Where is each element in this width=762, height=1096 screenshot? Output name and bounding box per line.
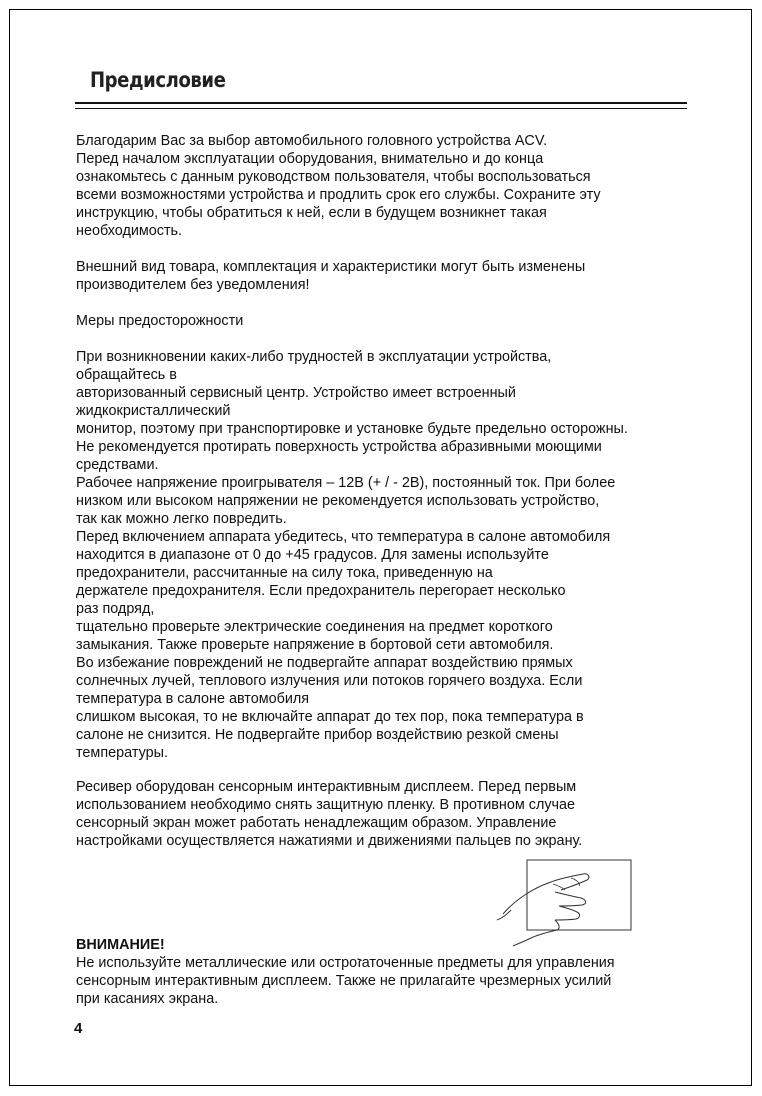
text-line: солнечных лучей, теплового излучения или потоков горячего воздуха. Если [76,673,583,689]
text-line: При возникновении каких-либо трудностей в эксплуатации устройства, [76,349,552,365]
text-line: замыкания. Также проверьте напряжение в бортовой сети автомобиля. [76,637,554,653]
text-line: так как можно легко повредить. [76,511,287,527]
text-line: производителем без уведомления! [76,277,310,293]
text-line: необходимость. [76,223,183,239]
text-line: ознакомьтесь с данным руководством пользователя, чтобы воспользоваться [76,169,591,185]
text-line: Во избежание повреждений не подвергайте аппарат воздействию прямых [76,655,573,671]
text-line: при касаниях экрана. [76,991,219,1007]
precautions-paragraph [76,348,696,762]
text-line: использованием необходимо снять защитную пленку. В противном случае [76,797,576,813]
text-line: монитор, поэтому при транспортировке и установке будьте предельно осторожны. [76,421,628,437]
page-title: Предисловие [90,68,226,92]
text-line: жидкокристаллический [76,403,231,419]
text-line: Не используйте металлические или остроזаточенные предметы для управления [76,955,615,971]
text-line: держателе предохранителя. Если предохранитель перегорает несколько [76,583,566,599]
text-line: слишком высокая, то не включайте аппарат до тех пор, пока температура в [76,709,584,725]
touchscreen-paragraph [76,778,696,850]
text-line: тщательно проверьте электрические соединения на предмет короткого [76,619,553,635]
text-line: раз подряд, [76,601,155,617]
text-line: находится в диапазоне от 0 до +45 градусов. Для замены используйте [76,547,549,563]
text-line: средствами. [76,457,159,473]
page-number: 4 [74,1020,83,1037]
hand-touching-screen-icon [493,856,635,948]
text-line: Перед включением аппарата убедитесь, что температура в салоне автомобиля [76,529,611,545]
text-line: всеми возможностями устройства и продлить срок его службы. Сохраните эту [76,187,601,203]
text-line: авторизованный сервисный центр. Устройство имеет встроенный [76,385,516,401]
text-line: Внешний вид товара, комплектация и характеристики могут быть изменены [76,259,586,275]
section-heading: Меры предосторожности [76,313,244,329]
warning-block [76,936,696,1008]
text-line: обращайтесь в [76,367,177,383]
text-line: Перед началом эксплуатации оборудования, внимательно и до конца [76,151,544,167]
intro-paragraph [76,132,696,240]
text-line: салоне не снизится. Не подвергайте прибор воздействию резкой смены [76,727,559,743]
text-line: температуры. [76,745,168,761]
text-line: сенсорный экран может работать ненадлежащим образом. Управление [76,815,557,831]
text-line: Рабочее напряжение проигрывателя – 12В (+ / - 2В), постоянный ток. При более [76,475,616,491]
text-line: предохранители, рассчитанные на силу тока, приведенную на [76,565,493,581]
title-rule-thin [75,108,687,109]
text-line: инструкцию, чтобы обратиться к ней, если в будущем возникнет такая [76,205,547,221]
text-line: низком или высоком напряжении не рекомендуется использовать устройство, [76,493,600,509]
text-line: Не рекомендуется протирать поверхность устройства абразивными моющими [76,439,602,455]
text-line: Ресивер оборудован сенсорным интерактивным дисплеем. Перед первым [76,779,577,795]
text-line: сенсорным интерактивным дисплеем. Также не прилагайте чрезмерных усилий [76,973,612,989]
text-line: температура в салоне автомобиля [76,691,310,707]
notice-paragraph [76,258,696,294]
warning-heading: ВНИМАНИЕ! [76,937,165,953]
text-line: настройками осуществляется нажатиями и движениями пальцев по экрану. [76,833,583,849]
precautions-heading [76,312,696,330]
title-rule-thick [75,102,687,104]
text-line: Благодарим Вас за выбор автомобильного головного устройства ACV. [76,133,548,149]
